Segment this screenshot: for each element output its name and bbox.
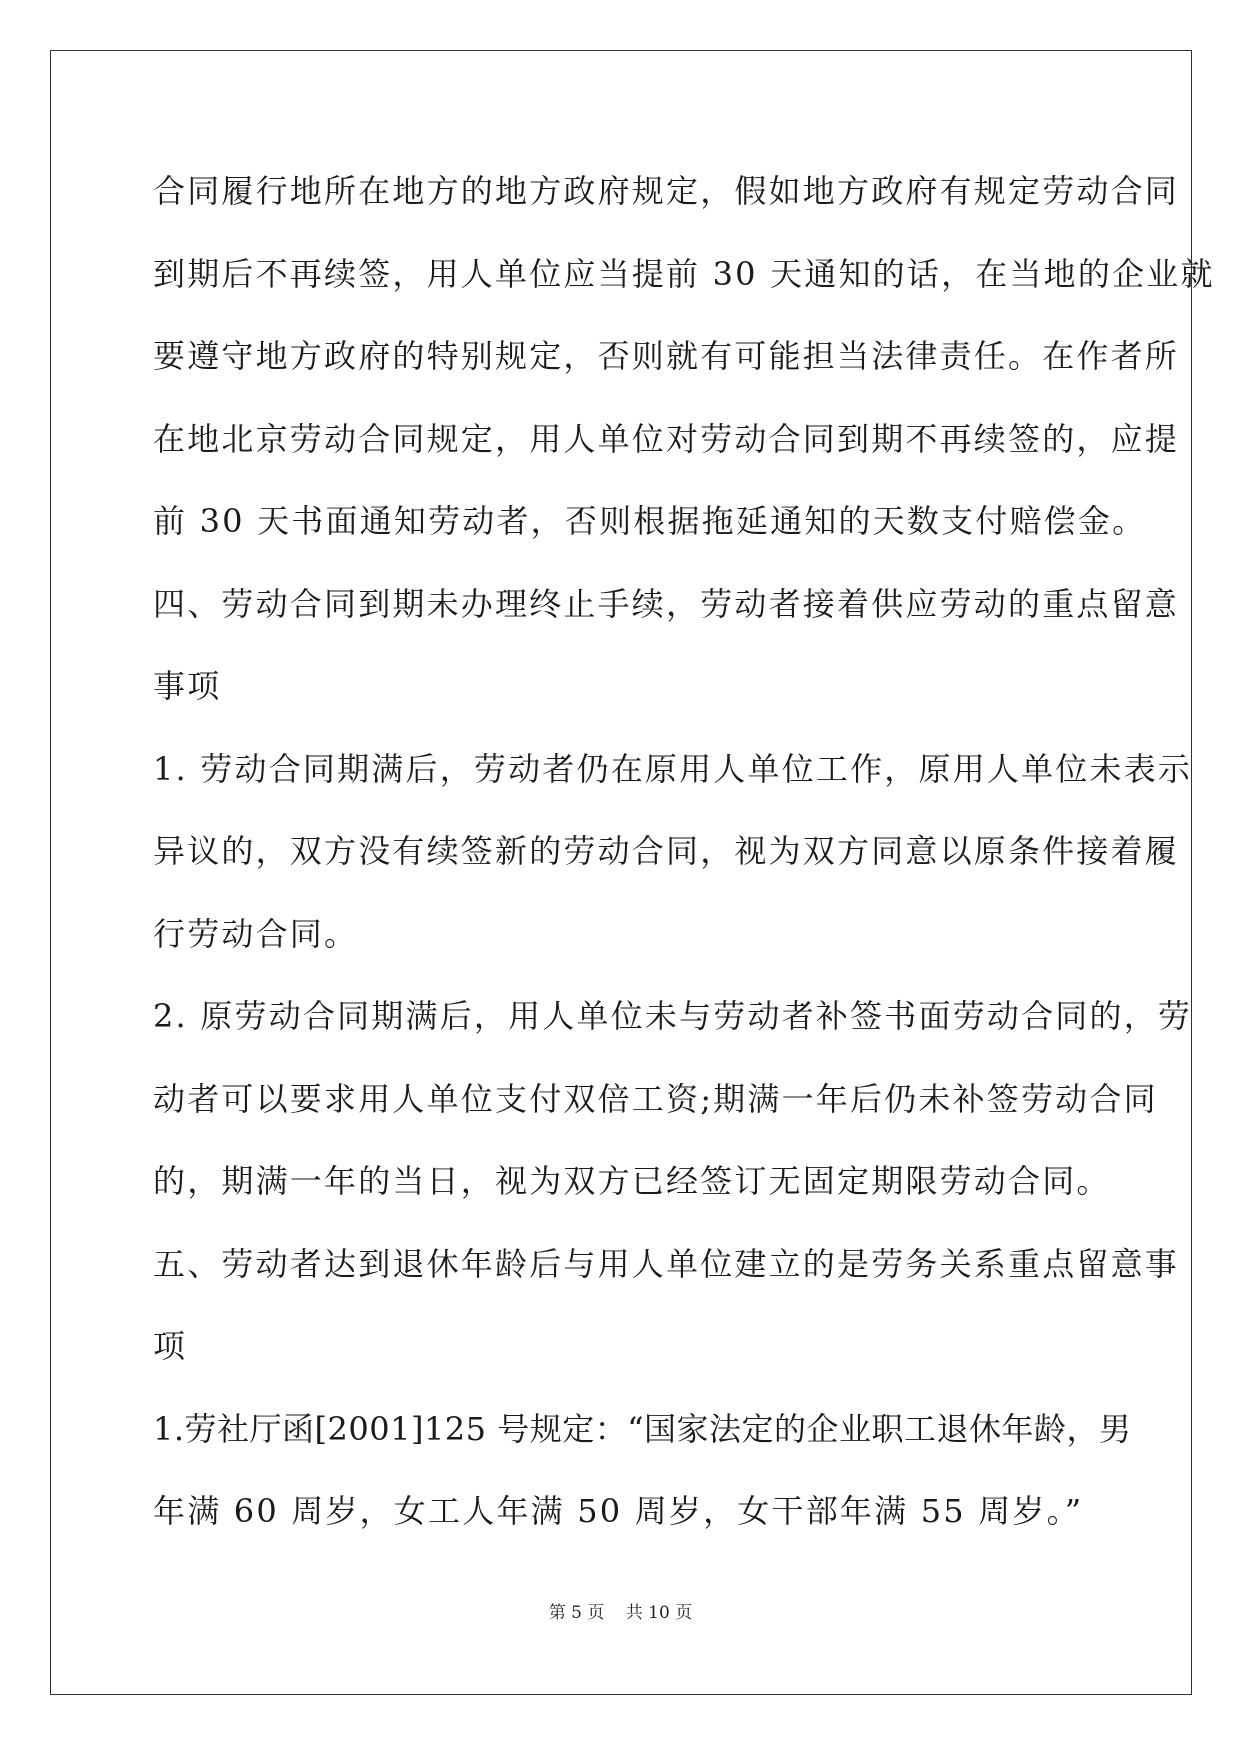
page-total: 共 10 页 <box>625 1603 693 1623</box>
section-heading-5-cont: 项 <box>153 1327 188 1365</box>
text-line: 在地北京劳动合同规定，用人单位对劳动合同到期不再续签的，应提 <box>153 419 1180 458</box>
text-line: 行劳动合同。 <box>153 914 359 953</box>
text-line: 年满 60 周岁，女工人年满 50 周岁，女干部年满 55 周岁。” <box>153 1492 1084 1530</box>
page-number: 第 5 页 <box>548 1603 605 1623</box>
section-heading-4-cont: 事项 <box>153 667 222 705</box>
text-line: 2. 原劳动合同期满后，用人单位未与劳动者补签书面劳动合同的，劳 <box>153 997 1193 1035</box>
page-footer <box>0 1598 1241 1623</box>
text-line: 1.劳社厅函[2001]125 号规定：“国家法定的企业职工退休年龄，男 <box>153 1409 1132 1448</box>
text-line: 要遵守地方政府的特别规定，否则就有可能担当法律责任。在作者所 <box>153 337 1180 375</box>
text-line: 到期后不再续签，用人单位应当提前 30 天通知的话，在当地的企业就 <box>153 254 1215 293</box>
section-heading-4: 四、劳动合同到期未办理终止手续，劳动者接着供应劳动的重点留意 <box>153 584 1180 623</box>
text-line: 合同履行地所在地方的地方政府规定，假如地方政府有规定劳动合同 <box>153 172 1180 210</box>
section-heading-5: 五、劳动者达到退休年龄后与用人单位建立的是劳务关系重点留意事 <box>153 1244 1180 1283</box>
text-line: 的，期满一年的当日，视为双方已经签订无固定期限劳动合同。 <box>153 1162 1111 1200</box>
text-line: 1. 劳动合同期满后，劳动者仍在原用人单位工作，原用人单位未表示 <box>153 749 1193 788</box>
text-line: 前 30 天书面通知劳动者，否则根据拖延通知的天数支付赔偿金。 <box>153 502 1147 540</box>
document-body <box>153 161 1215 1564</box>
text-line: 异议的，双方没有续签新的劳动合同，视为双方同意以原条件接着履 <box>153 832 1180 870</box>
text-line: 动者可以要求用人单位支付双倍工资;期满一年后仍未补签劳动合同 <box>153 1079 1158 1118</box>
